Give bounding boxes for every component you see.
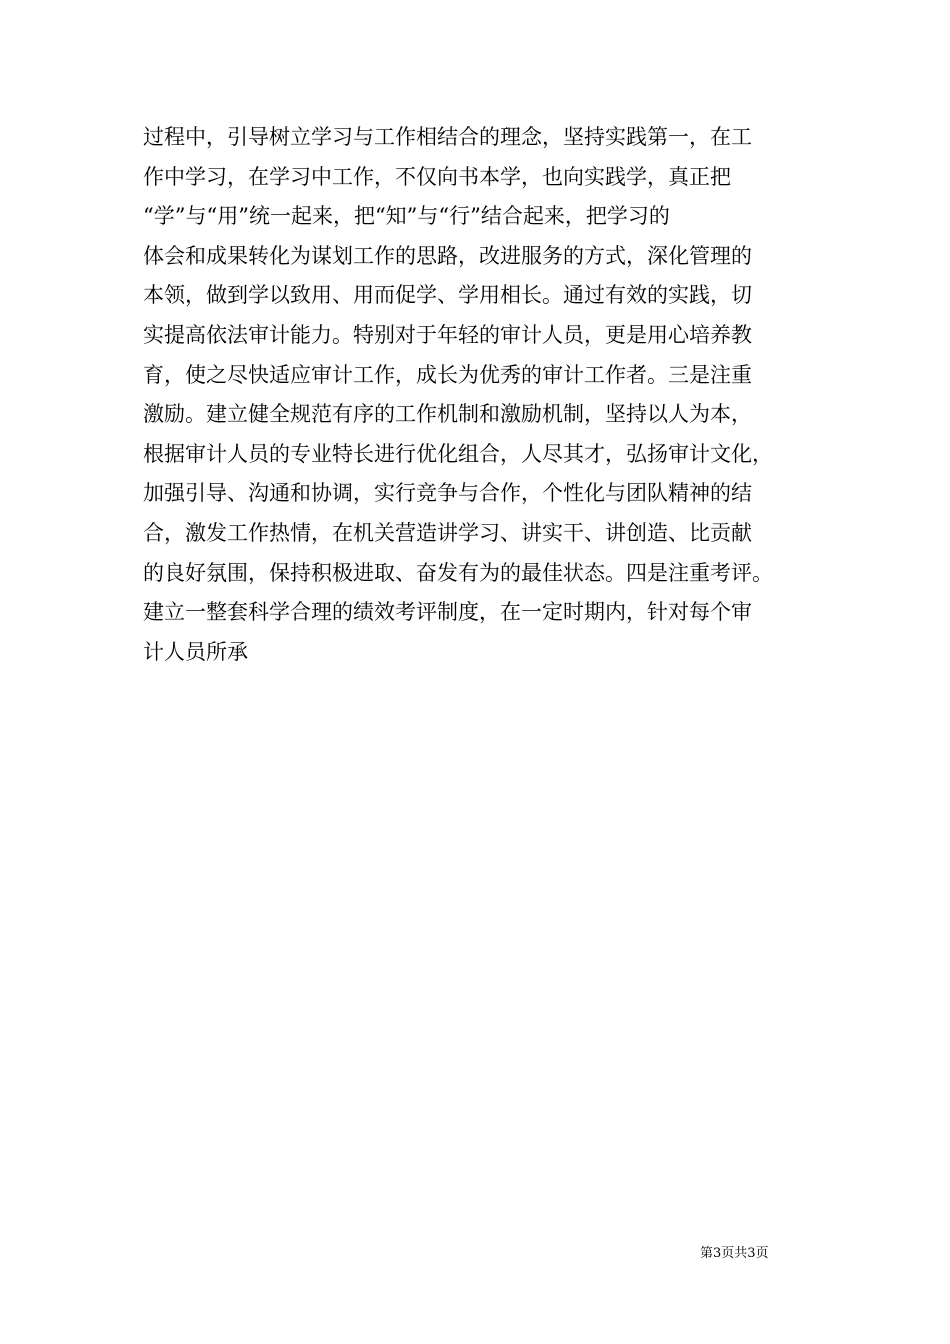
- text-line: 建立一整套科学合理的绩效考评制度，在一定时期内，针对每个审: [143, 600, 752, 625]
- text-line: 合，激发工作热情，在机关营造讲学习、讲实干、讲创造、比贡献: [143, 520, 752, 545]
- text-line: 育，使之尽快适应审计工作，成长为优秀的审计工作者。三是注重: [143, 362, 752, 387]
- text-line: 的良好氛围，保持积极进取、奋发有为的最佳状态。四是注重考评。: [143, 560, 773, 585]
- text-line: 实提高依法审计能力。特别对于年轻的审计人员，更是用心培养教: [143, 322, 752, 347]
- body-paragraph: [143, 118, 843, 672]
- text-line: “学”与“用”统一起来，把“知”与“行”结合起来，把学习的: [143, 204, 670, 229]
- text-line: 过程中，引导树立学习与工作相结合的理念，坚持实践第一，在工: [143, 125, 752, 149]
- text-line: 加强引导、沟通和协调，实行竞争与合作，个性化与团队精神的结: [143, 481, 752, 506]
- text-line: 计人员所承: [143, 639, 248, 664]
- page-number: 第3页共3页: [700, 1246, 769, 1261]
- text-line: 激励。建立健全规范有序的工作机制和激励机制，坚持以人为本，: [143, 402, 752, 427]
- text-line: 本领，做到学以致用、用而促学、学用相长。通过有效的实践，切: [143, 283, 752, 308]
- text-line: 作中学习，在学习中工作，不仅向书本学，也向实践学，真正把: [143, 164, 731, 189]
- text-line: 体会和成果转化为谋划工作的思路，改进服务的方式，深化管理的: [143, 243, 752, 268]
- text-line: 根据审计人员的专业特长进行优化组合，人尽其才，弘扬审计文化，: [143, 441, 773, 466]
